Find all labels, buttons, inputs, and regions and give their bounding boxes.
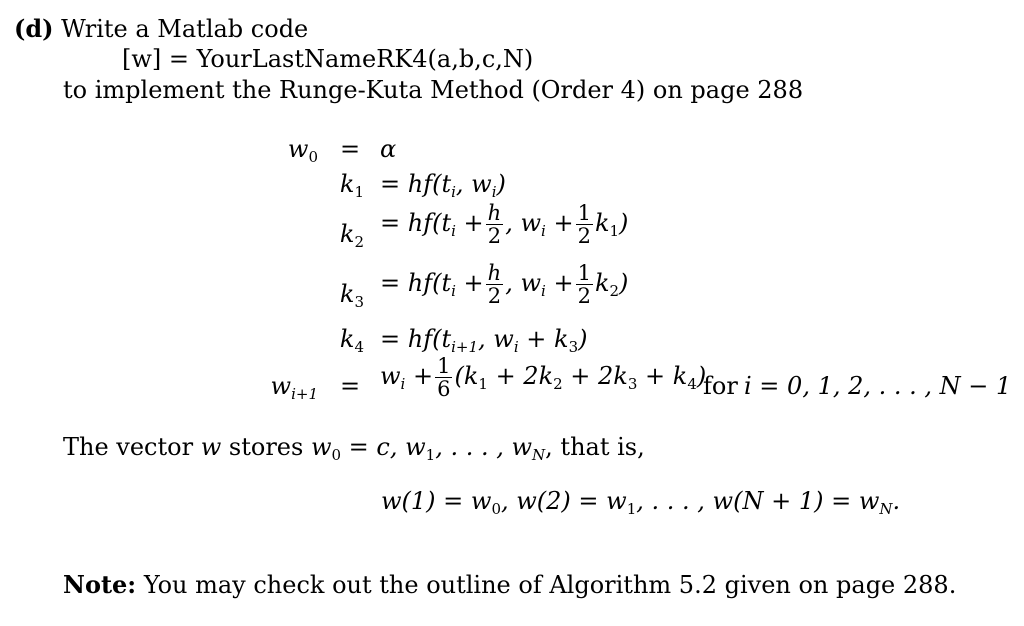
update-frac-1-over-6: $\frac{1}{6}$	[437, 354, 451, 401]
problem-label: (d)	[14, 14, 54, 43]
eq-k4-lhs: $k_4$	[339, 325, 364, 356]
k3-frac-1-over-2: $\frac{1}{2}$	[577, 261, 591, 308]
note	[63, 571, 956, 599]
note-text: You may check out the outline of Algorithm 5.2 given on page 288.	[143, 571, 957, 599]
k2-frac-1-over-2: $\frac{1}{2}$	[577, 201, 591, 248]
eq-k3-rhs: = $hf(t_i$ + $\frac{h}{2}$ , $w_i$ + $\frac{1}{2}$ $k_2$)	[380, 261, 629, 308]
problem-intro-line	[14, 15, 308, 43]
indexing-equation: $w(1) = w_0$, $w(2) = w_1$, . . . , $w(N + 1) = w_N$.	[381, 487, 901, 518]
problem-intro: Write a Matlab code	[61, 15, 309, 43]
eq-w0-lhs: $w_0$	[287, 135, 318, 166]
eq-k4-rhs: = $hf(t_{i+1}$, $w_i + k_3$)	[380, 325, 588, 356]
eq-w0-equals: =	[340, 135, 361, 163]
eq-k1-rhs: = $hf(t_i$, $w_i$)	[380, 170, 506, 201]
eq-update-range: i = 0, 1, 2, . . . , N − 1	[744, 372, 1012, 400]
function-signature: [w] = YourLastNameRK4(a,b,c,N)	[122, 45, 534, 73]
eq-update-lhs: $w_{i+1}$	[270, 372, 318, 403]
problem-purpose: to implement the Runge-Kuta Method (Order 4) on page 288	[63, 76, 804, 104]
vector-description: The vector w stores $w_0 = c$, $w_1$, . . . , $w_N$, that is,	[63, 433, 645, 464]
eq-k2-rhs: = $hf(t_i$ + $\frac{h}{2}$ , $w_i$ + $\frac{1}{2}$ $k_1$)	[380, 201, 629, 248]
eq-k3-lhs: $k_3$	[339, 280, 364, 311]
eq-alpha: α	[380, 135, 397, 163]
k2-frac-h-over-2: $\frac{h}{2}$	[487, 201, 502, 248]
eq-update-for: for	[703, 372, 738, 400]
k3-frac-h-over-2: $\frac{h}{2}$	[487, 261, 502, 308]
eq-update-rhs: $w_i$ + $\frac{1}{6}$ $(k_1 + 2k_2 + 2k_3 + k_4)$	[380, 354, 707, 401]
eq-update-equals: =	[340, 372, 361, 400]
note-label: Note:	[63, 570, 137, 599]
eq-k1-lhs: $k_1$	[339, 170, 364, 201]
eq-k2-lhs: $k_2$	[339, 220, 364, 251]
